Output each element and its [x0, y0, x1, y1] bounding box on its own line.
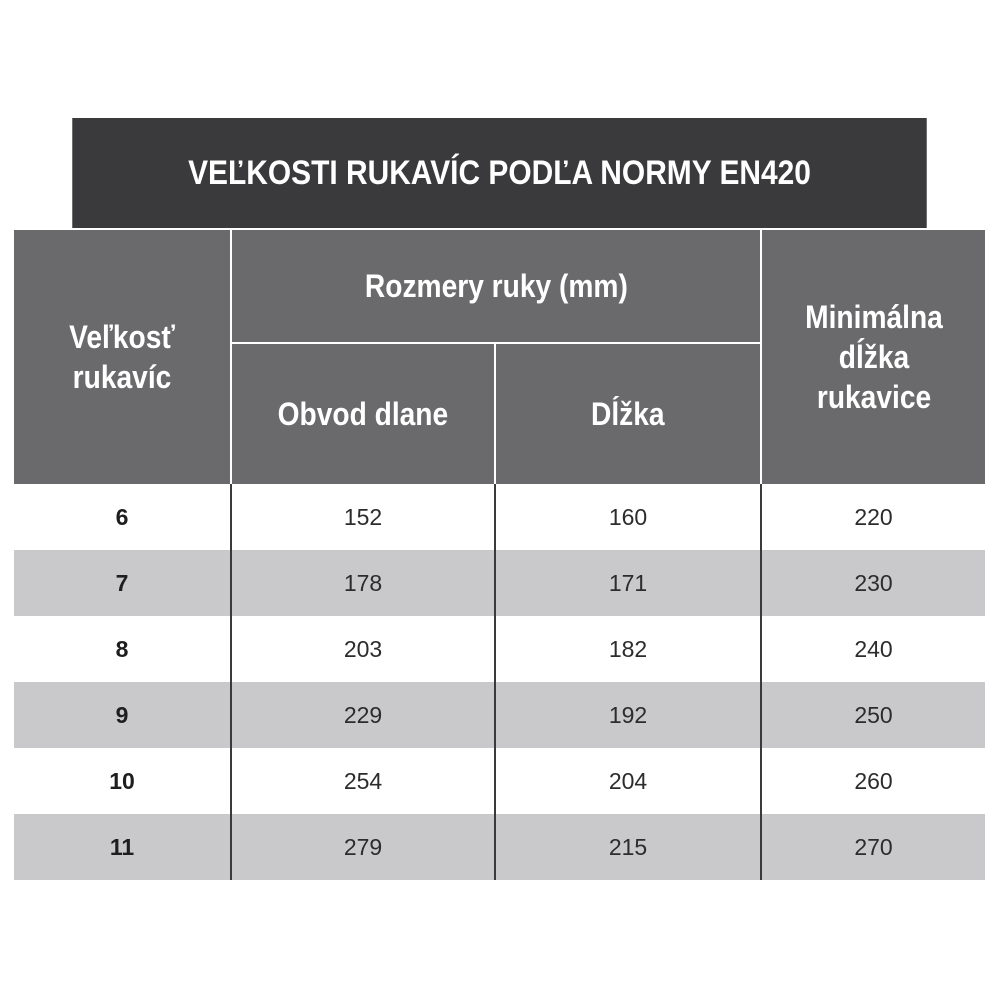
size-chart — [14, 118, 985, 880]
cell-length: 182 — [495, 616, 761, 682]
cell-length: 171 — [495, 550, 761, 616]
cell-min-length: 250 — [761, 682, 985, 748]
header-size: Veľkosť rukavíc — [14, 230, 231, 484]
table-row — [14, 616, 985, 682]
cell-palm: 229 — [231, 682, 495, 748]
cell-palm: 178 — [231, 550, 495, 616]
cell-min-length: 270 — [761, 814, 985, 880]
table-row — [14, 748, 985, 814]
cell-size: 9 — [14, 682, 231, 748]
cell-size: 6 — [14, 484, 231, 550]
cell-palm: 254 — [231, 748, 495, 814]
table-row — [14, 484, 985, 550]
header-min-length: Minimálna dĺžka rukavice — [761, 230, 985, 484]
header-palm-circumference: Obvod dlane — [231, 343, 495, 484]
cell-size: 11 — [14, 814, 231, 880]
table-title-bar — [72, 118, 926, 228]
cell-length: 192 — [495, 682, 761, 748]
cell-length: 160 — [495, 484, 761, 550]
cell-size: 8 — [14, 616, 231, 682]
cell-min-length: 260 — [761, 748, 985, 814]
cell-min-length: 240 — [761, 616, 985, 682]
table-title: VEĽKOSTI RUKAVÍC PODĽA NORMY EN420 — [188, 153, 811, 192]
header-length: Dĺžka — [495, 343, 761, 484]
cell-length: 204 — [495, 748, 761, 814]
cell-min-length: 220 — [761, 484, 985, 550]
table-row — [14, 550, 985, 616]
cell-palm: 203 — [231, 616, 495, 682]
table-row — [14, 814, 985, 880]
cell-length: 215 — [495, 814, 761, 880]
table-row — [14, 682, 985, 748]
cell-size: 7 — [14, 550, 231, 616]
cell-size: 10 — [14, 748, 231, 814]
cell-min-length: 230 — [761, 550, 985, 616]
header-hand-dimensions: Rozmery ruky (mm) — [231, 230, 761, 343]
cell-palm: 279 — [231, 814, 495, 880]
cell-palm: 152 — [231, 484, 495, 550]
size-table — [14, 230, 985, 880]
